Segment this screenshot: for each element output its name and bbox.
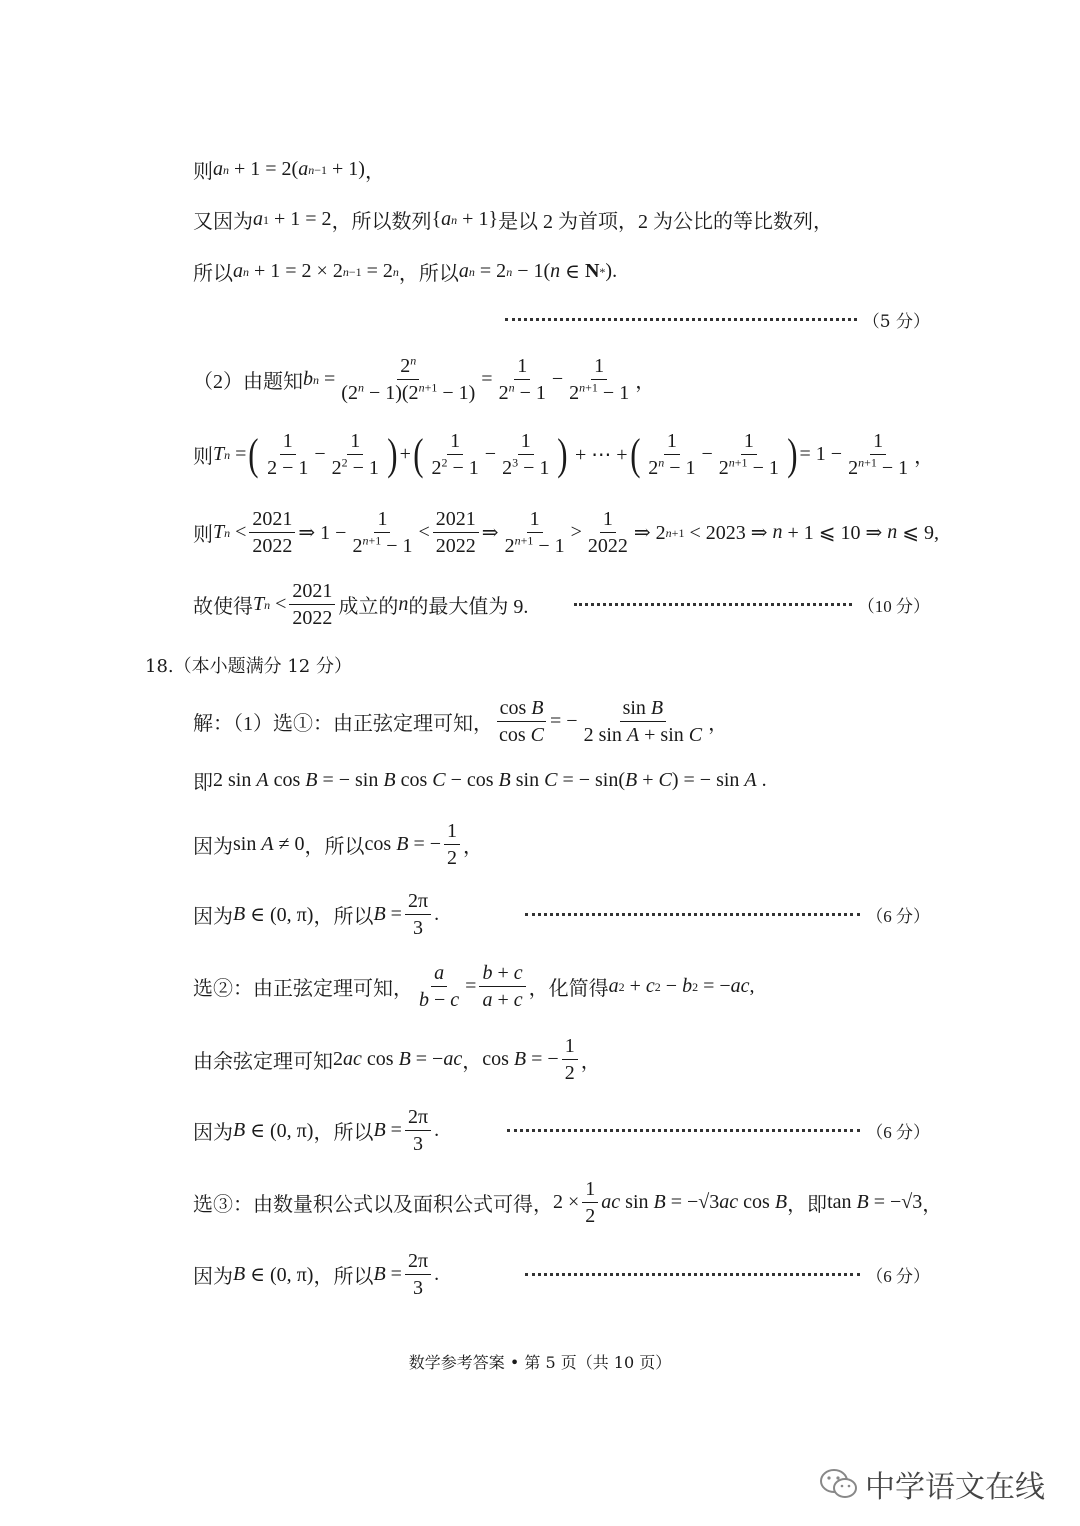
line-inequality: 则 T n < $\frac{2021}{2022}$ ⇒ 1 − $\frac{1}{2^{n+1} - 1}$ < $\frac{2021}{2022}$ ⇒ $\frac{1}{2^{n+1} - 1}$ > $\frac{1}{2022}$ ⇒ 2 n+1 < 2023 ⇒ n + 1 ⩽ 10 ⇒ n ⩽ 9, — [193, 508, 940, 557]
wechat-icon — [819, 1467, 859, 1501]
dot-leader — [507, 1129, 860, 1132]
line-recurrence: 则 a n + 1 = 2( a n−1 + 1) ， — [193, 158, 385, 183]
line-choice-3: 选③：由数量积公式以及面积公式可得， 2 × $\frac{1}{2}$ ac sin B = −√3 ac cos B ，即 tan B = −√3 ， — [193, 1178, 943, 1227]
page-footer: 数学参考答案 • 第 5 页（共 10 页） — [408, 1353, 672, 1372]
dot-leader — [525, 913, 860, 916]
line-result-2: 因为 B ∈ (0, π) ，所以 B = $\frac{2\pi}{3}$ . （6 分） — [193, 1106, 930, 1155]
line-result-1: 因为 B ∈ (0, π) ，所以 B = $\frac{2\pi}{3}$ . （6 分） — [193, 890, 930, 939]
line-cosb-1: 因为 sin A ≠ 0 ，所以 cos B = − $\frac{1}{2}$ ， — [193, 820, 483, 869]
watermark-text: 中学语文在线 — [865, 1470, 1045, 1505]
line-result-3: 因为 B ∈ (0, π) ，所以 B = $\frac{2\pi}{3}$ . （6 分） — [193, 1250, 930, 1299]
dot-leader — [525, 1273, 860, 1276]
question-18-heading: 18.（本小题满分 12 分） — [145, 656, 352, 677]
dot-leader — [505, 318, 857, 321]
line-tn-sum: 则 T n = ( $\frac{1}{2 - 1}$ − $\frac{1}{2^2 - 1}$ ) + ( $\frac{1}{2^2 - 1}$ − $\frac{1}{2^3 - 1}$ ) + ⋯ + ( $\frac{1}{2^n - 1}$ − $\frac{1}{2^{n+1} - 1}$ ) = 1 − $\frac{1}{2^{n+1} - 1}$ ， — [193, 429, 935, 479]
line-conclusion: 故使得 T n < $\frac{2021}{2022}$ 成立的 n 的最大值为 9. （10 分） — [193, 580, 930, 629]
line-choice-2: 选②：由正弦定理可知， $\frac{a}{b - c}$ = $\frac{b + c}{a + c}$ ，化简得 a 2 + c 2 − b 2 = − ac , — [193, 962, 755, 1011]
dot-leader — [574, 603, 851, 606]
score-line-5: （5 分） — [505, 307, 930, 332]
line-cosine-law: 由余弦定理可知 2 ac cos B = − ac ， cos B = − $\frac{1}{2}$ ， — [193, 1035, 601, 1084]
watermark — [819, 1462, 1045, 1506]
line-geometric: 又因为 a 1 + 1 = 2 ，所以数列 { a n + 1} 是以 2 为首项，2 为公比的等比数列， — [193, 208, 834, 233]
line-bn: （2）由题知 b n = $\frac{2^n}{(2^n - 1)(2^{n+1} - 1)}$ = $\frac{1}{2^n - 1}$ − $\frac{1}{2^{n+1} - 1}$ ， — [193, 353, 656, 404]
line-an-formula: 所以 a n + 1 = 2 × 2 n−1 = 2 n ，所以 a n = 2 n − 1( n ∈ N * ) . — [193, 260, 618, 285]
line-choice-1: 解：（1）选①：由正弦定理可知， $\frac{\text{cos B}}{\text{cos C}}$ = − $\frac{\text{sin B}}{\text{2 sin A + sin C}}$ ， — [193, 697, 729, 746]
line-expand-1: 即 2 sin A cos B = − sin B cos C − cos B sin C = − sin( B + C ) = − sin A . — [193, 769, 767, 794]
